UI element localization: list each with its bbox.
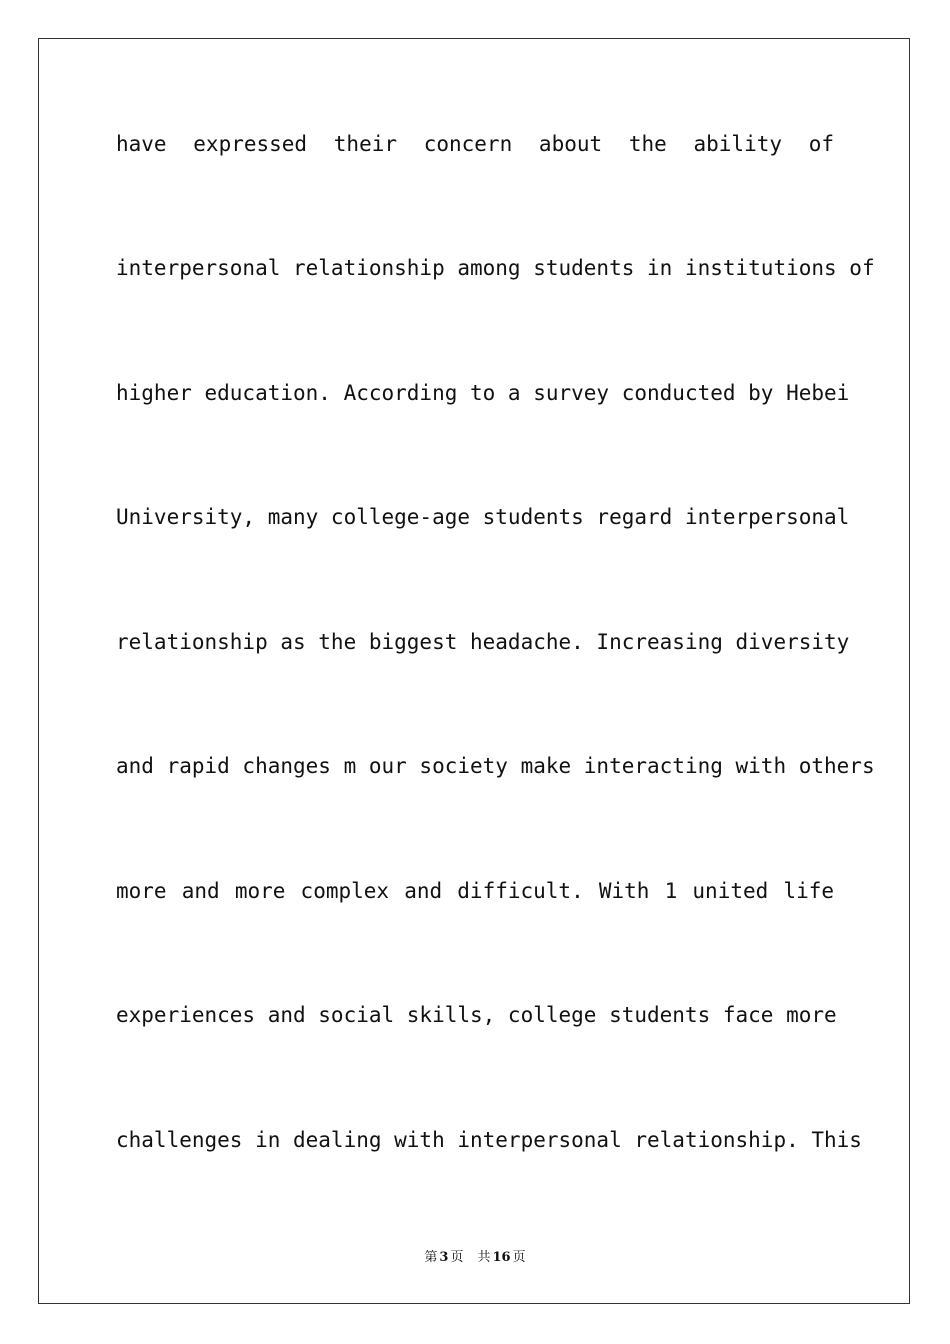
current-page-number: 3 bbox=[439, 1250, 449, 1265]
text-line: challenges in dealing with interpersonal relationship. This bbox=[116, 1128, 862, 1152]
text-line: more and more complex and difficult. With 1 united life bbox=[116, 879, 834, 903]
text-line: have expressed their concern about the ability of bbox=[116, 132, 834, 156]
text-line: interpersonal relationship among students in institutions of bbox=[116, 256, 875, 280]
total-suffix: 页 bbox=[512, 1250, 526, 1265]
page-suffix: 页 bbox=[450, 1250, 464, 1265]
text-line: relationship as the biggest headache. Increasing diversity bbox=[116, 630, 850, 654]
page-frame bbox=[38, 38, 910, 1304]
text-line: experiences and social skills, college students face more bbox=[116, 1003, 837, 1027]
text-line: higher education. According to a survey conducted by Hebei bbox=[116, 381, 850, 405]
text-line: University, many college-age students regard interpersonal bbox=[116, 505, 850, 529]
page-prefix: 第 bbox=[424, 1250, 438, 1265]
text-line: and rapid changes m our society make interacting with others bbox=[116, 754, 875, 778]
page-footer bbox=[0, 1246, 950, 1265]
total-page-count: 16 bbox=[492, 1250, 511, 1265]
total-prefix: 共 bbox=[477, 1250, 491, 1265]
